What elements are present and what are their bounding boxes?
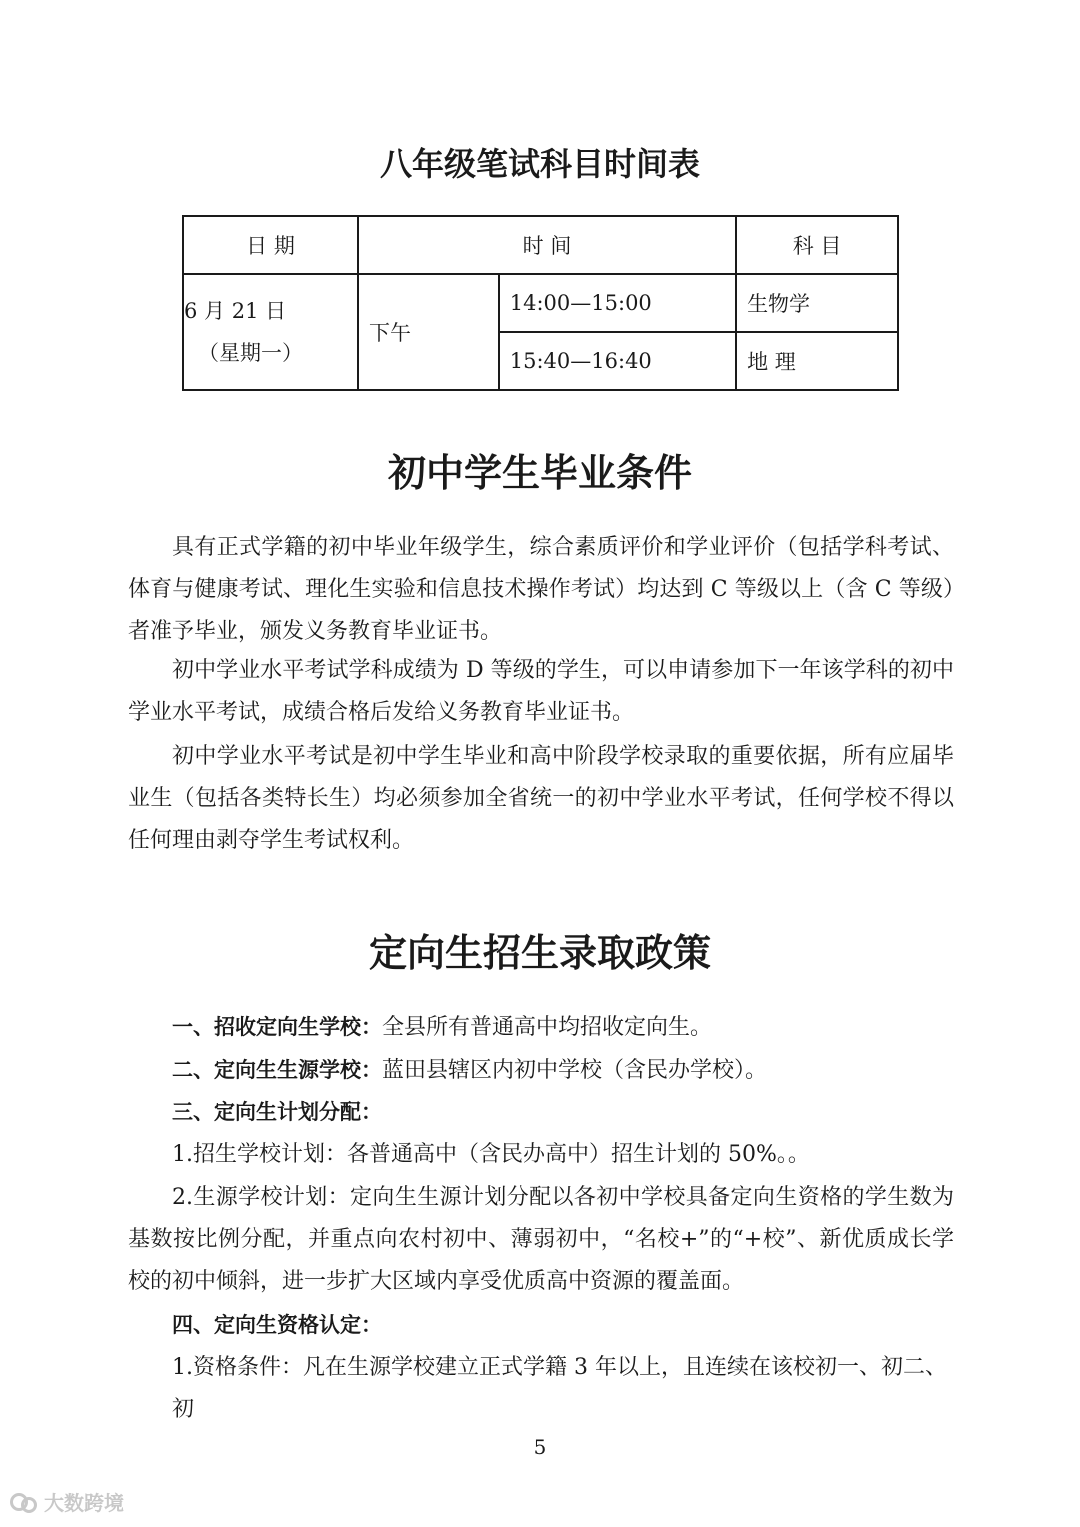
directional-title: 定向生招生录取政策 — [368, 930, 711, 975]
table-row — [183, 274, 898, 332]
header-subject: 科 目 — [736, 216, 898, 274]
logo-rings-icon — [10, 1491, 38, 1513]
weekday-value: （星期一） — [198, 341, 303, 365]
graduation-paragraph: 初中学业水平考试是初中学生毕业和高中阶段学校录取的重要依据，所有应届毕业生（包括各类特长生）均必须参加全省统一的初中学业水平考试，任何学校不得以任何理由剥夺学生考试权利。 — [128, 744, 954, 853]
policy-item-text: 全县所有普通高中均招收定向生。 — [382, 1015, 713, 1040]
subject-cell: 生物学 — [736, 274, 898, 332]
header-time: 时 间 — [358, 216, 736, 274]
table-header-row — [183, 216, 898, 274]
policy-item-3 — [128, 1091, 954, 1134]
policy-item-text: 蓝田县辖区内初中学校（含民办学校）。 — [382, 1058, 768, 1083]
policy-item-label: 一、招收定向生学校： — [172, 1015, 382, 1039]
graduation-title: 初中学生毕业条件 — [387, 450, 692, 495]
policy-item-1 — [128, 1006, 954, 1049]
schedule-title: 八年级笔试科目时间表 — [379, 145, 700, 183]
schedule-table — [182, 215, 899, 391]
policy-item-label: 二、定向生生源学校： — [172, 1058, 382, 1082]
policy-item-label: 四、定向生资格认定： — [172, 1313, 382, 1337]
header-date: 日 期 — [183, 216, 358, 274]
watermark — [10, 1487, 124, 1516]
date-value: 6 月 21 日 — [184, 299, 287, 323]
date-cell — [183, 274, 358, 390]
graduation-paragraph: 初中学业水平考试学科成绩为 D 等级的学生，可以申请参加下一年该学科的初中学业水平考试，成绩合格后发给义务教育毕业证书。 — [128, 658, 954, 725]
period-cell: 下午 — [358, 274, 499, 390]
policy-item-label: 三、定向生计划分配： — [172, 1100, 382, 1124]
policy-item-2 — [128, 1049, 954, 1092]
subject-cell: 地 理 — [736, 332, 898, 390]
policy-subitem: 2.生源学校计划：定向生生源计划分配以各初中学校具备定向生资格的学生数为基数按比例分配，并重点向农村初中、薄弱初中，“名校+”的“+校”、新优质成长学校的初中倾斜，进一步扩大区域内享受优质高中资源的覆盖面。 — [128, 1185, 954, 1294]
watermark-text: 大数跨境 — [44, 1491, 124, 1515]
time-cell: 15:40—16:40 — [499, 332, 736, 390]
policy-subitem: 1.招生学校计划：各普通高中（含民办高中）招生计划的 50%。。 — [172, 1142, 810, 1167]
time-cell: 14:00—15:00 — [499, 274, 736, 332]
graduation-paragraph: 具有正式学籍的初中毕业年级学生，综合素质评价和学业评价（包括学科考试、体育与健康考试、理化生实验和信息技术操作考试）均达到 C 等级以上（含 C 等级）者准予毕业，颁发义务教育毕业证书。 — [128, 535, 954, 644]
policy-subitem: 1.资格条件：凡在生源学校建立正式学籍 3 年以上，且连续在该校初一、初二、初 — [172, 1355, 947, 1422]
policy-item-4 — [128, 1304, 954, 1347]
page-number: 5 — [533, 1435, 547, 1459]
